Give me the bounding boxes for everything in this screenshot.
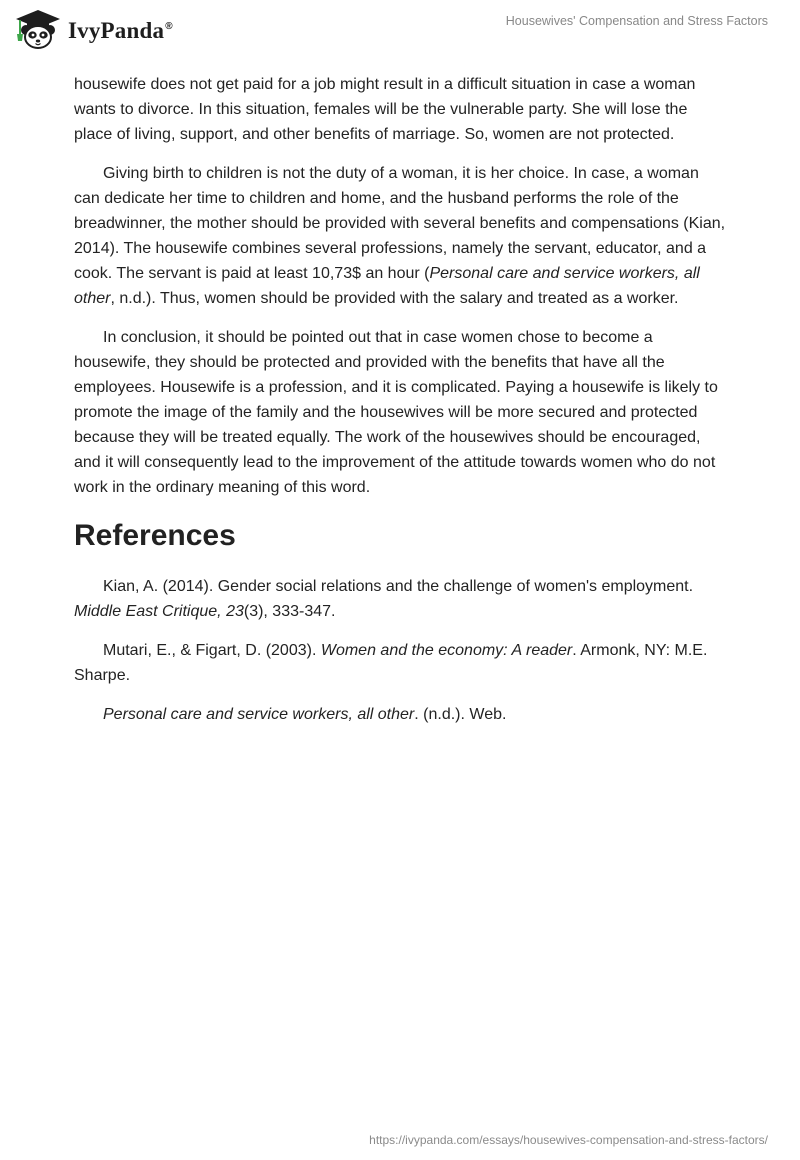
ivypanda-logo[interactable] (14, 8, 173, 50)
page-header (0, 0, 800, 70)
reference-item (74, 638, 726, 688)
reference-book-italic: Women and the economy: A reader (320, 642, 573, 659)
references-heading: References (74, 519, 236, 552)
reference-text: Mutari, E., & Figart, D. (2003). (103, 642, 321, 659)
reference-item (74, 702, 726, 727)
reference-text: . Armonk, NY: M.E. Sharpe. (74, 642, 708, 684)
reference-text: . (n.d.). Web. (414, 706, 507, 723)
paragraph-text: Giving birth to children is not the duty of a woman, it is her choice. In case, a woman can dedicate her time to children and home, and the husband performs the role of the breadwinner, the mother should be provided with several benefits and compensations (Kian, 2014). The housewife combines several professions, namely the servant, educator, and a cook. The servant is paid at least 10,73$ an hour ( (74, 165, 726, 282)
paragraph-text: , n.d.). Thus, women should be provided with the salary and treated as a worker. (110, 290, 679, 307)
reference-text: (3), 333-347. (243, 603, 336, 620)
paragraph-conclusion: In conclusion, it should be pointed out that in case women chose to become a housewife, they should be protected and provided with the benefits that have all the employees. Housewife is a profession, and it is complicated. Paying a housewife is likely to promote the image of the family and the housewives will be more secured and protected because they will be treated equally. The work of the housewives should be encouraged, and it will consequently lead to the improvement of the attitude towards women who do not work in the ordinary meaning of this word. (74, 329, 718, 496)
registered-mark: ® (165, 21, 173, 33)
reference-source-italic: Personal care and service workers, all other (103, 706, 415, 723)
reference-journal-italic: Middle East Critique, 23 (74, 603, 244, 620)
source-title-italic: Personal care and service workers, all other (74, 265, 700, 307)
brand-name: IvyPanda® (68, 18, 173, 43)
reference-text: Kian, A. (2014). Gender social relations and the challenge of women's employment. (103, 578, 694, 595)
document-title: Housewives' Compensation and Stress Factors (505, 14, 768, 28)
paragraph-continued: housewife does not get paid for a job might result in a difficult situation in case a woman wants to divorce. In this situation, females will be the vulnerable party. She will lose the place of living, support, and other benefits of marriage. So, women are not protected. (74, 76, 696, 143)
reference-item (74, 574, 726, 624)
panda-graduate-icon (14, 8, 62, 50)
paragraph-birth-choice (74, 161, 726, 311)
essay-content (74, 72, 726, 741)
source-url-link[interactable]: https://ivypanda.com/essays/housewives-compensation-and-stress-factors/ (369, 1133, 768, 1147)
